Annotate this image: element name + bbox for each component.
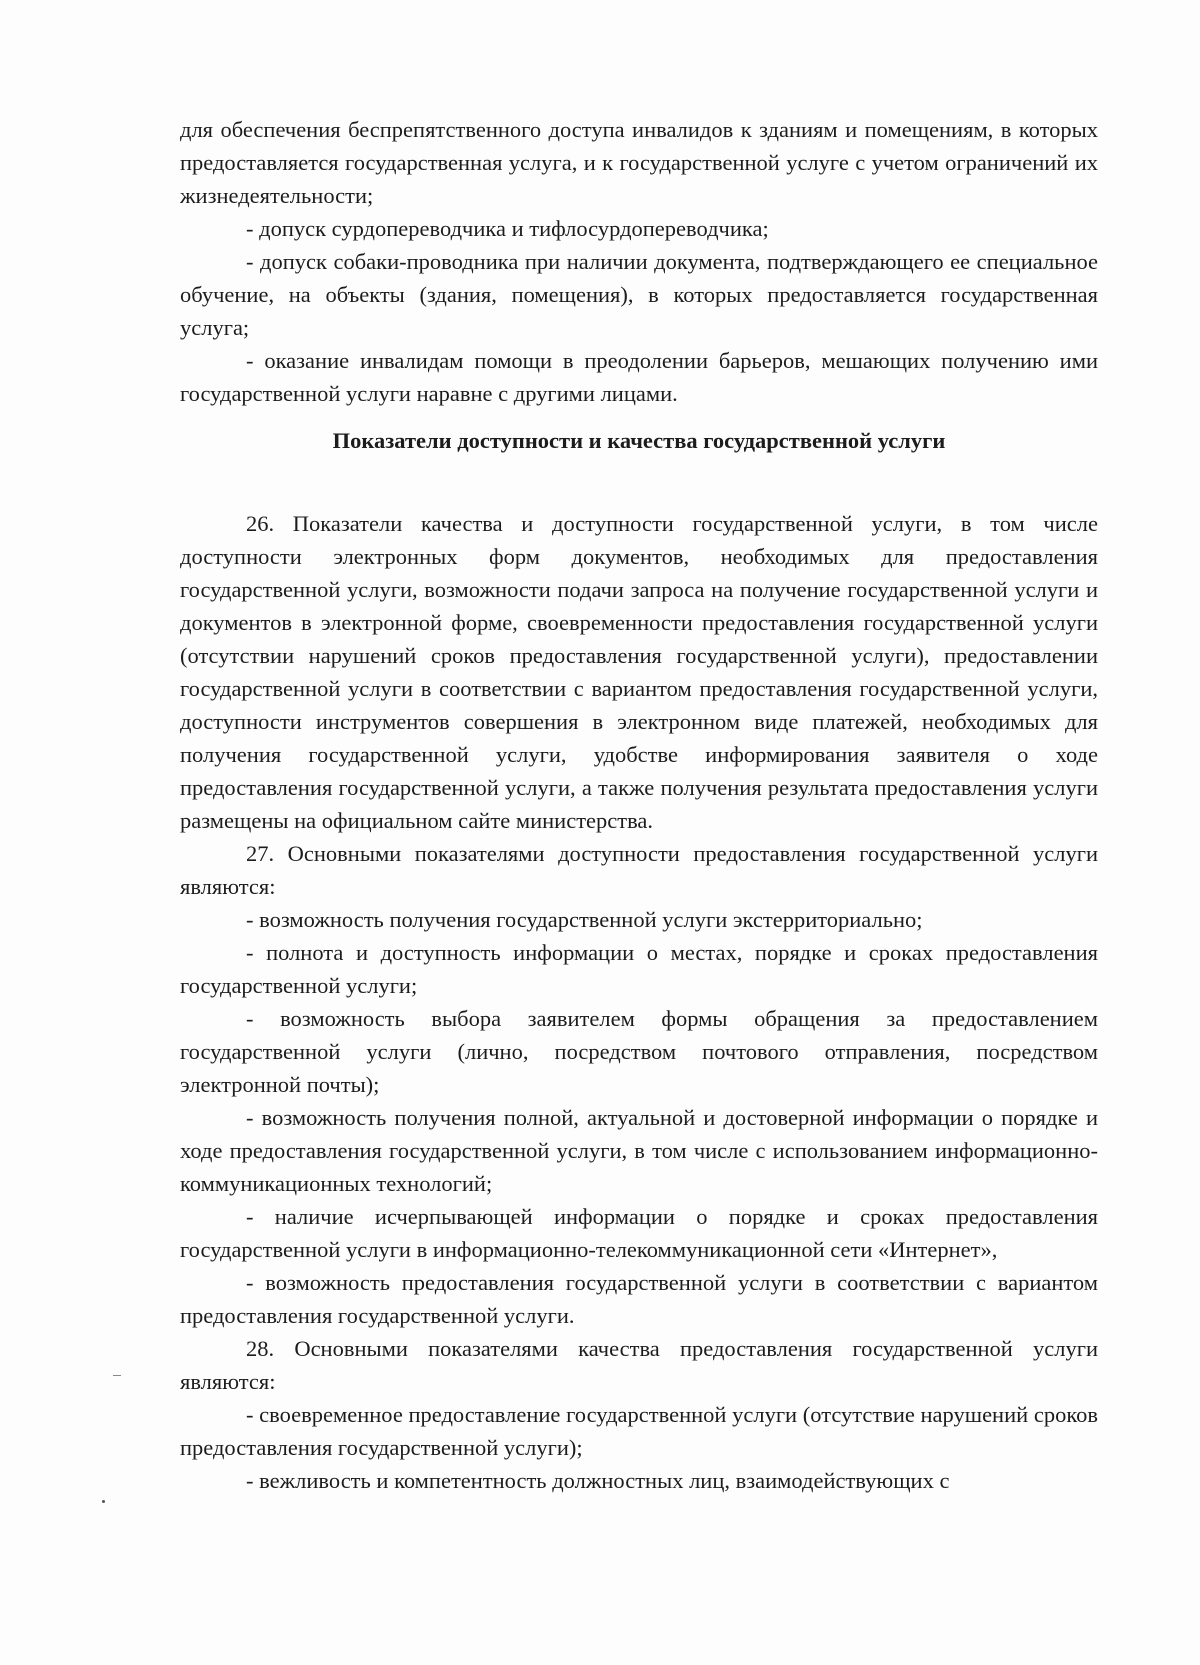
list-item-form-choice: - возможность выбора заявителем формы обращения за предоставлением государственной услуги (лично, посредством почтового отправления, посредством электронной почты); — [180, 1006, 1098, 1097]
list-item-timely-provision: - своевременное предоставление государственной услуги (отсутствие нарушений сроков предоставления государственной услуги); — [180, 1402, 1098, 1460]
section-heading: Показатели доступности и качества государственной услуги — [332, 428, 946, 453]
paragraph-26: 26. Показатели качества и доступности государственной услуги, в том числе доступности электронных форм документов, необходимых для предоставления государственной услуги, возможности подачи запроса на получение государственной услуги и документов в электронной форме, своевременности предоставления государственной услуги (отсутствии нарушений сроков предоставления государственной услуги), предоставлении государственной услуги в соответствии с вариантом предоставления государственной услуги, доступности инструментов совершения в электронном виде платежей, необходимых для получения государственной услуги, удобстве информирования заявителя о ходе предоставления государственной услуги, а также получения результата предоставления услуги размещены на официальном сайте министерства. — [180, 511, 1098, 833]
list-item-barrier-assistance: - оказание инвалидам помощи в преодолении барьеров, мешающих получению ими государственной услуги наравне с другими лицами. — [180, 348, 1098, 406]
list-item-reliable-information: - возможность получения полной, актуальной и достоверной информации о порядке и ходе предоставления государственной услуги, в том числе с использованием информационно-коммуникационных технологий; — [180, 1105, 1098, 1196]
list-item-sign-interpreter: - допуск сурдопереводчика и тифлосурдопереводчика; — [246, 216, 769, 241]
document-body — [180, 113, 1098, 1497]
list-item-service-variant: - возможность предоставления государственной услуги в соответствии с вариантом предоставления государственной услуги. — [180, 1270, 1098, 1328]
paragraph-28: 28. Основными показателями качества предоставления государственной услуги являются: — [180, 1336, 1098, 1394]
paragraph-accessibility-buildings: для обеспечения беспрепятственного доступа инвалидов к зданиям и помещениям, в которых предоставляется государственная услуга, и к государственной услуге с учетом ограничений их жизнедеятельности; — [180, 117, 1098, 208]
list-item-information-completeness: - полнота и доступность информации о местах, порядке и сроках предоставления государственной услуги; — [180, 940, 1098, 998]
list-item-internet-information: - наличие исчерпывающей информации о порядке и сроках предоставления государственной услуги в информационно-телекоммуникационной сети «Интернет», — [180, 1204, 1098, 1262]
list-item-politeness: - вежливость и компетентность должностных лиц, взаимодействующих с — [246, 1468, 950, 1493]
list-item-extraterritorial: - возможность получения государственной услуги экстерриториально; — [246, 907, 923, 932]
scan-artifact-dot — [102, 1500, 105, 1503]
scan-artifact-dash — [113, 1375, 121, 1376]
paragraph-27: 27. Основными показателями доступности предоставления государственной услуги являются: — [180, 841, 1098, 899]
list-item-guide-dog: - допуск собаки-проводника при наличии документа, подтверждающего ее специальное обучение, на объекты (здания, помещения), в которых предоставляется государственная услуга; — [180, 249, 1098, 340]
